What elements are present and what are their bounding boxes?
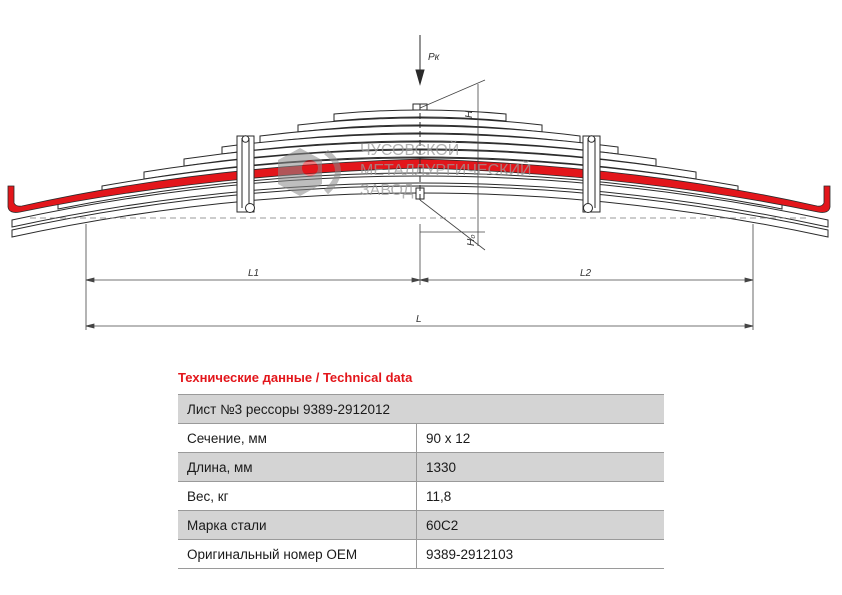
load-label: Pк [428, 52, 440, 63]
table-row [178, 453, 664, 482]
logo-dot-icon [302, 160, 318, 176]
row-value: 11,8 [417, 482, 665, 511]
row-label: Марка стали [178, 511, 417, 540]
spec-table [178, 394, 664, 569]
table-row [178, 424, 664, 453]
row-value: 1330 [417, 453, 665, 482]
row-value: 90 х 12 [417, 424, 665, 453]
table-header-row [178, 395, 664, 424]
table-row [178, 540, 664, 569]
row-value: 9389-2912103 [417, 540, 665, 569]
table-row [178, 511, 664, 540]
table-row [178, 482, 664, 511]
row-label: Сечение, мм [178, 424, 417, 453]
row-label: Вес, кг [178, 482, 417, 511]
height-label: H [464, 110, 475, 118]
load-arrow [416, 35, 424, 84]
right-clamp [583, 136, 600, 213]
dim-l: L [416, 314, 422, 325]
row-label: Длина, мм [178, 453, 417, 482]
dim-l2: L2 [580, 268, 592, 279]
watermark-line1: ЧУСОВСКОЙ [360, 142, 460, 159]
watermark-line2: МЕТАЛЛУРГИЧЕСКИЙ [360, 162, 532, 179]
height0-label: H₀ [466, 234, 477, 246]
row-value: 60С2 [417, 511, 665, 540]
dim-l1: L1 [248, 268, 260, 279]
watermark-line3: ЗАВОД [360, 182, 414, 199]
left-clamp [237, 136, 255, 213]
table-header: Лист №3 рессоры 9389-2912012 [178, 395, 664, 424]
table-title: Технические данные / Technical data [178, 370, 413, 385]
row-label: Оригинальный номер OEM [178, 540, 417, 569]
